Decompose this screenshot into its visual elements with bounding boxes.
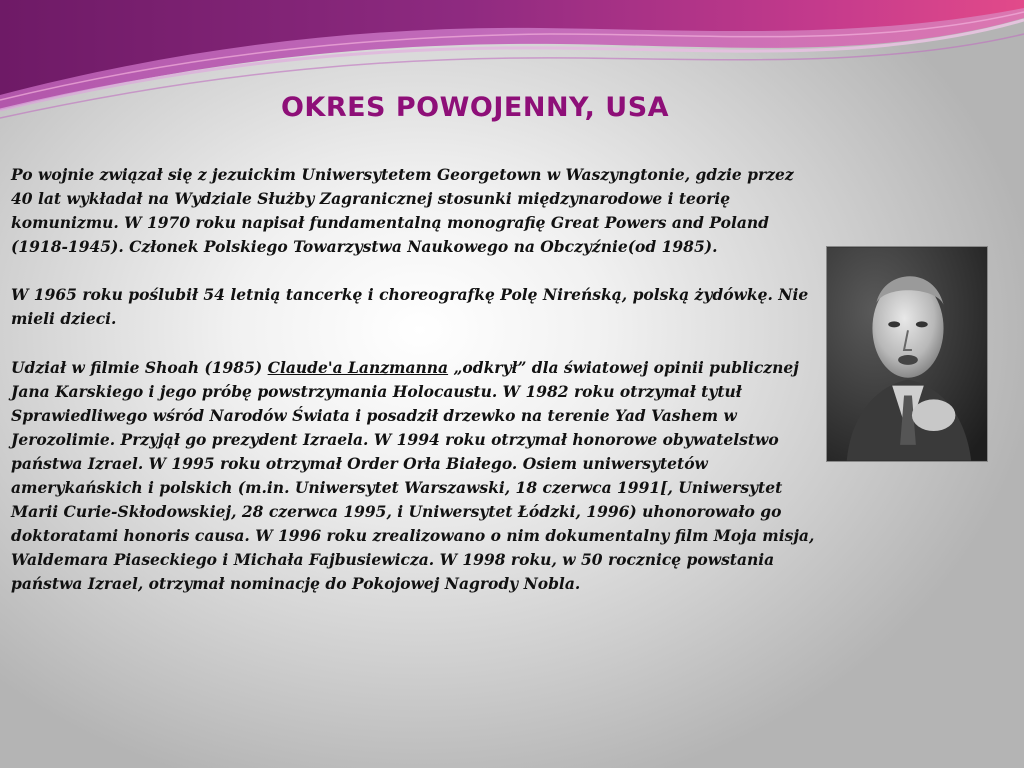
portrait-photo — [826, 246, 988, 462]
paragraph-3 — [11, 356, 817, 597]
slide-title: OKRES POWOJENNY, USA — [280, 92, 670, 123]
paragraph-1: Po wojnie związał się z jezuickim Uniwersytetem Georgetown w Waszyngtonie, gdzie przez 40 lat wykładał na Wydziale Służby Zagranicznej stosunki międzynarodowe i teorię komunizmu. W 1970 roku napisał fundamentalną monografię Great Powers and Poland (1918-1945). Członek Polskiego Towarzystwa Naukowego na Obczyźnie(od 1985). — [11, 165, 794, 257]
slide-body — [11, 163, 817, 621]
paragraph-3-start: Udział w filmie Shoah (1985) — [11, 357, 268, 377]
lanzmann-link[interactable]: Claude'a Lanzmanna — [267, 357, 449, 377]
paragraph-2: W 1965 roku poślubił 54 letnią tancerkę i choreografkę Polę Nireńską, polską żydówkę. Nie mieli dzieci. — [11, 285, 809, 329]
paragraph-3-end: „odkrył” dla światowej opinii publicznej Jana Karskiego i jego próbę powstrzymania Holocaustu. W 1982 roku otrzymał tytuł Sprawiedliwego wśród Narodów Świata i posadził drzewko na terenie Yad Vashem w Jerozolimie. Przyjął go prezydent Izraela. W 1994 roku otrzymał honorowe obywatelstwo państwa Izrael. W 1995 roku otrzymał Order Orła Białego. Osiem uniwersytetów amerykańskich i polskich (m.in. Uniwersytet Warszawski, 18 czerwca 1991[, Uniwersytet Marii Curie-Skłodowskiej, 28 czerwca 1995, i Uniwersytet Łódzki, 1996) uhonorowało go doktoratami honoris causa. W 1996 roku zrealizowano o nim dokumentalny film Moja misja, Waldemara Piaseckiego i Michała Fajbusiewicza. W 1998 roku, w 50 rocznicę powstania państwa Izrael, otrzymał nominację do Pokojowej Nagrody Nobla. — [11, 357, 815, 594]
